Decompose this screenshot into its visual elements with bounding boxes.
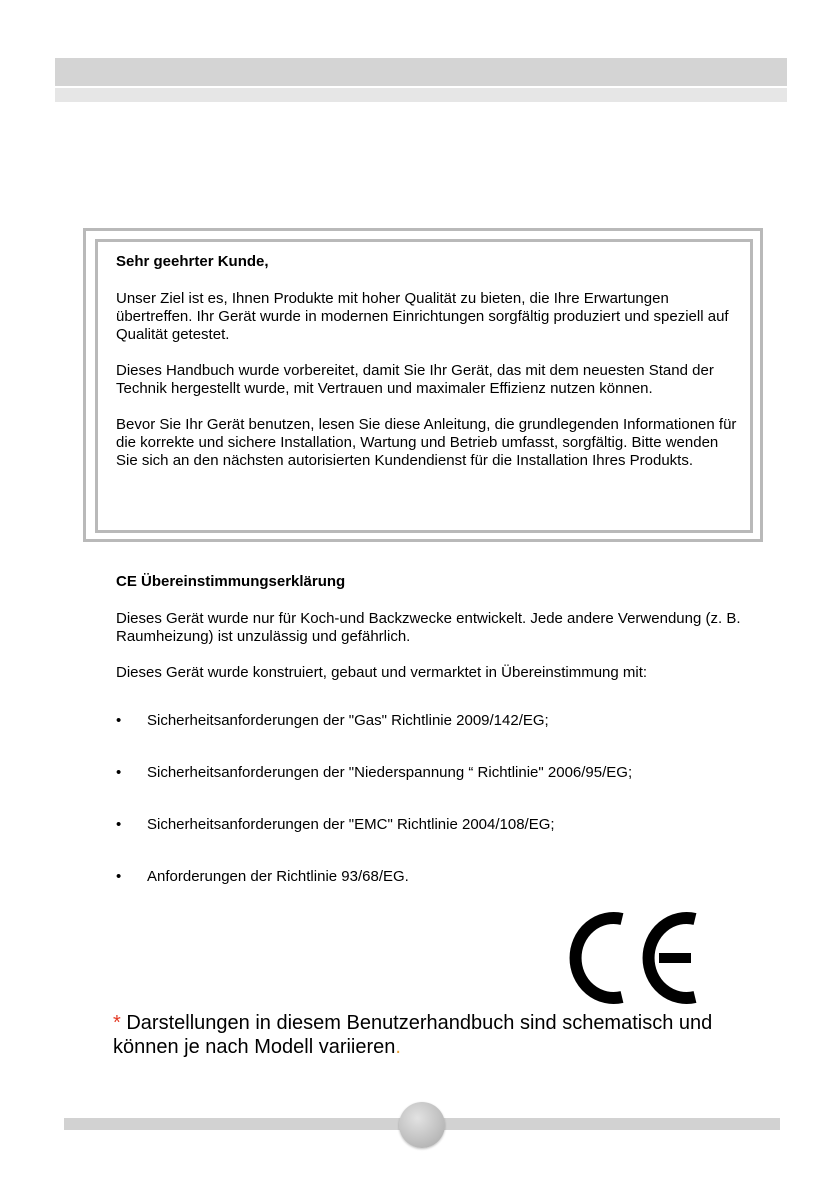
customer-letter xyxy=(116,253,741,488)
directive-text: Sicherheitsanforderungen der "Gas" Richtlinie 2009/142/EG; xyxy=(147,712,549,729)
directive-text: Anforderungen der Richtlinie 93/68/EG. xyxy=(147,868,409,885)
letter-greeting: Sehr geehrter Kunde, xyxy=(116,253,269,270)
bullet-icon: • xyxy=(116,816,122,833)
ce-compliance: Dieses Gerät wurde konstruiert, gebaut und vermarktet in Übereinstimmung mit: xyxy=(116,664,648,681)
list-item xyxy=(116,816,756,834)
note-period: . xyxy=(395,1036,401,1058)
schematic-note xyxy=(113,1011,753,1059)
letter-paragraph: Unser Ziel ist es, Ihnen Produkte mit hoher Qualität zu bieten, die Ihre Erwartungen übertreffen. Ihr Gerät wurde in modernen Einrichtungen sorgfältig produziert und speziell auf Qualität getestet. xyxy=(116,290,729,343)
letter-paragraph: Bevor Sie Ihr Gerät benutzen, lesen Sie diese Anleitung, die grundlegenden Informationen für die korrekte und sichere Installation, Wartung und Betrieb umfasst, sorgfältig. Bitte wenden Sie sich an den nächsten autorisierten Kundendienst für die Installation Ihres Produkts. xyxy=(116,416,737,469)
bullet-icon: • xyxy=(116,712,122,729)
header-sub-bar xyxy=(55,88,787,102)
directive-text: Sicherheitsanforderungen der "EMC" Richtlinie 2004/108/EG; xyxy=(147,816,555,833)
directive-text: Sicherheitsanforderungen der "Niederspannung “ Richtlinie" 2006/95/EG; xyxy=(147,764,633,781)
bullet-icon: • xyxy=(116,764,122,781)
header-bar xyxy=(55,58,787,86)
directive-list xyxy=(116,712,756,920)
page-number-badge xyxy=(399,1102,445,1148)
ce-declaration xyxy=(116,573,756,700)
list-item xyxy=(116,764,756,782)
ce-intro: Dieses Gerät wurde nur für Koch-und Backzwecke entwickelt. Jede andere Verwendung (z. B. Raumheizung) ist unzulässig und gefährlich. xyxy=(116,610,741,645)
ce-title: CE Übereinstimmungserklärung xyxy=(116,573,346,590)
ce-mark-icon xyxy=(565,910,705,1006)
bullet-icon: • xyxy=(116,868,122,885)
letter-paragraph: Dieses Handbuch wurde vorbereitet, damit Sie Ihr Gerät, das mit dem neuesten Stand der Technik hergestellt wurde, mit Vertrauen und maximaler Effizienz nutzen können. xyxy=(116,362,714,397)
list-item xyxy=(116,868,756,886)
asterisk: * xyxy=(113,1012,121,1034)
list-item xyxy=(116,712,756,730)
note-text: Darstellungen in diesem Benutzerhandbuch sind schematisch und können je nach Modell variieren xyxy=(113,1012,713,1058)
